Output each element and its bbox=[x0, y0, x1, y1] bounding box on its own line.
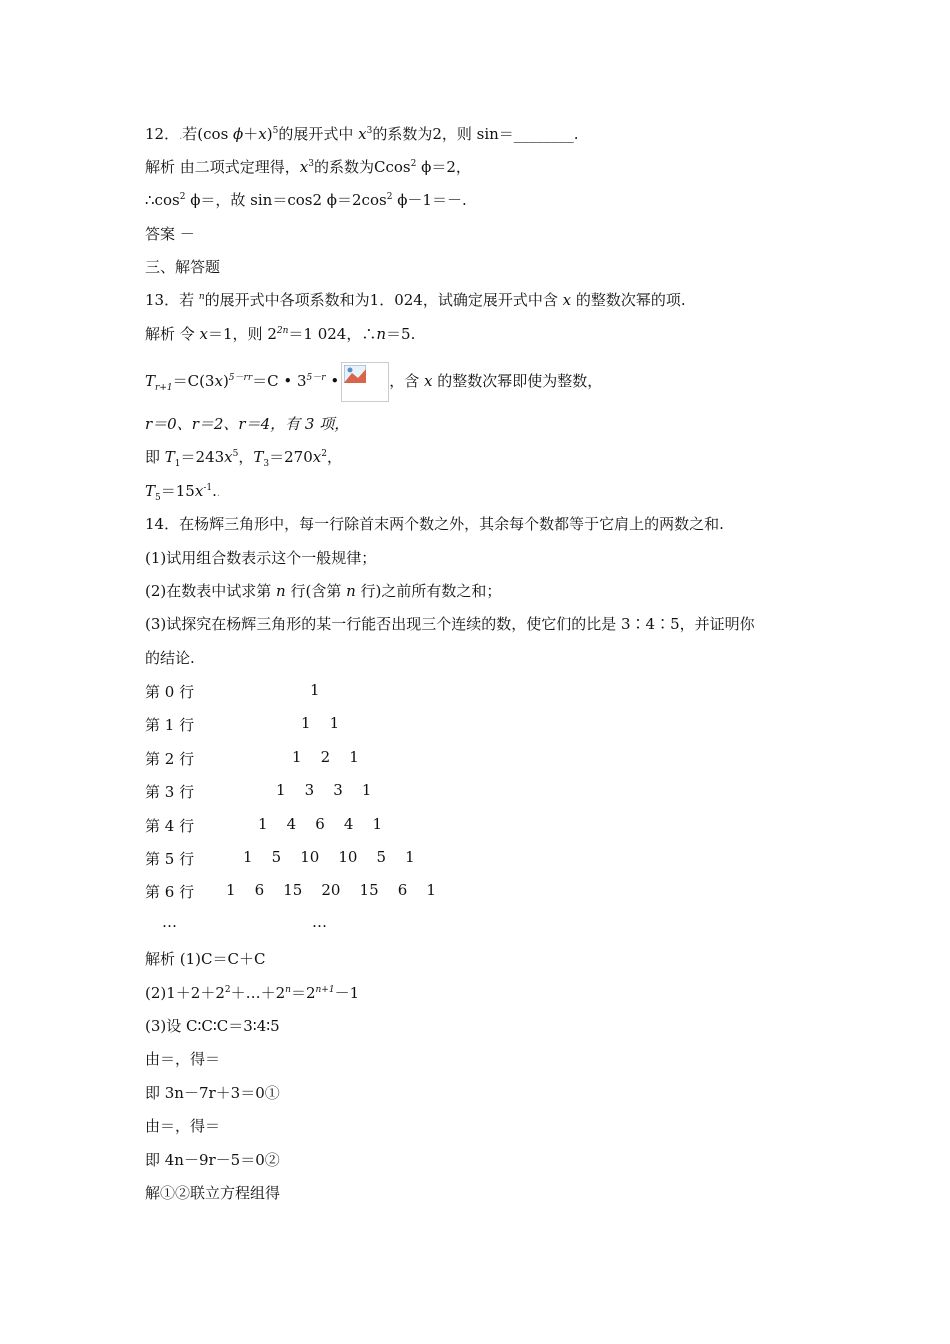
q14-analysis-3: (3)设 C∶C∶C＝3∶4∶5 bbox=[145, 1017, 280, 1035]
triangle-row-values: 1 4 6 4 1 bbox=[258, 815, 383, 833]
q14-analysis-4: 由＝，得＝ bbox=[145, 1050, 221, 1068]
q14-text: 14．在杨辉三角形中，每一行除首末两个数之外，其余每个数都等于它肩上的两数之和. bbox=[145, 515, 724, 533]
q13-analysis: 解析 令 x＝1，则 $2^{2n}=1$ 024，∴n＝5. bbox=[145, 325, 416, 343]
triangle-row-label: 第 6 行 bbox=[145, 883, 195, 901]
q14-analysis-7: 即 4n－9r－5＝0② bbox=[145, 1151, 280, 1169]
q14-analysis-8: 解①②联立方程组得 bbox=[145, 1184, 281, 1202]
triangle-row-values: 1 bbox=[310, 681, 320, 699]
q12-answer: 答案 － bbox=[145, 225, 195, 243]
triangle-row-label: 第 4 行 bbox=[145, 817, 195, 835]
q14-analysis-2: $(2)1+2+2^2+\dots+2^n=2^{n+1}-1$ bbox=[145, 984, 360, 1002]
q14-part3-cont: 的结论. bbox=[145, 649, 195, 667]
q14-part1: (1)试用组合数表示这个一般规律； bbox=[145, 549, 377, 567]
q14-analysis-1: 解析 (1)C＝C＋C bbox=[145, 950, 266, 968]
triangle-row-values: 1 1 bbox=[301, 714, 340, 732]
q12-analysis: 解析 由二项式定理得，$x^3$的系数为Ccos$^2$ ϕ＝2， bbox=[145, 158, 471, 176]
q14-part3: (3)试探究在杨辉三角形的某一行能否出现三个连续的数，使它们的比是 3∶4∶5，并证明你 bbox=[145, 615, 755, 633]
mark-dot: . bbox=[179, 131, 183, 142]
q13-terms: 即 $T_1=243x^5$，$T_3=270x^2$， bbox=[145, 448, 342, 469]
q14-part2: (2)在数表中试求第 n 行(含第 n 行)之前所有数之和； bbox=[145, 582, 502, 600]
q13-r-values: r＝0、r＝2、r＝4，有 3 项， bbox=[145, 415, 350, 433]
q13-text: 13．若 $^n$的展开式中各项系数和为1．024，试确定展开式中含 x 的整数次幂的项. bbox=[145, 291, 686, 309]
triangle-ellipsis-left: … bbox=[162, 913, 177, 931]
broken-image-icon bbox=[341, 362, 389, 402]
triangle-row-label: 第 2 行 bbox=[145, 750, 195, 768]
q12-analysis-line2: $\therefore\cos^2$ ϕ＝，故 sin＝cos2 $\phi=2\cos^2$ ϕ－1＝－. bbox=[145, 191, 467, 209]
q14-analysis-6: 由＝，得＝ bbox=[145, 1117, 221, 1135]
triangle-row-values: 1 6 15 20 15 6 1 bbox=[226, 881, 436, 899]
triangle-row-label: 第 0 行 bbox=[145, 683, 195, 701]
q14-analysis-5: 即 3n－7r＋3＝0① bbox=[145, 1084, 280, 1102]
triangle-row-values: 1 5 10 10 5 1 bbox=[243, 848, 415, 866]
q12-text: 12．.若(cos ϕ＋x)$^5$的展开式中 $x^3$的系数为2，则 sin＝________. bbox=[145, 125, 579, 143]
triangle-row-label: 第 3 行 bbox=[145, 783, 195, 801]
mark-dot: . bbox=[216, 488, 221, 499]
triangle-row-values: 1 2 1 bbox=[292, 748, 359, 766]
q13-term5: $T_5=15x^{-1}$.. bbox=[145, 482, 221, 503]
triangle-ellipsis-right: … bbox=[312, 913, 327, 931]
triangle-row-label: 第 5 行 bbox=[145, 850, 195, 868]
q13-general-term: $T_{r+1}=C(3x)^{5-rr}=C$ • $3^{5-r}$ • ，含 x 的整数次幂即使为整数， bbox=[145, 362, 602, 402]
triangle-row-values: 1 3 3 1 bbox=[276, 781, 372, 799]
section-heading: 三、解答题 bbox=[145, 258, 221, 276]
triangle-row-label: 第 1 行 bbox=[145, 716, 195, 734]
